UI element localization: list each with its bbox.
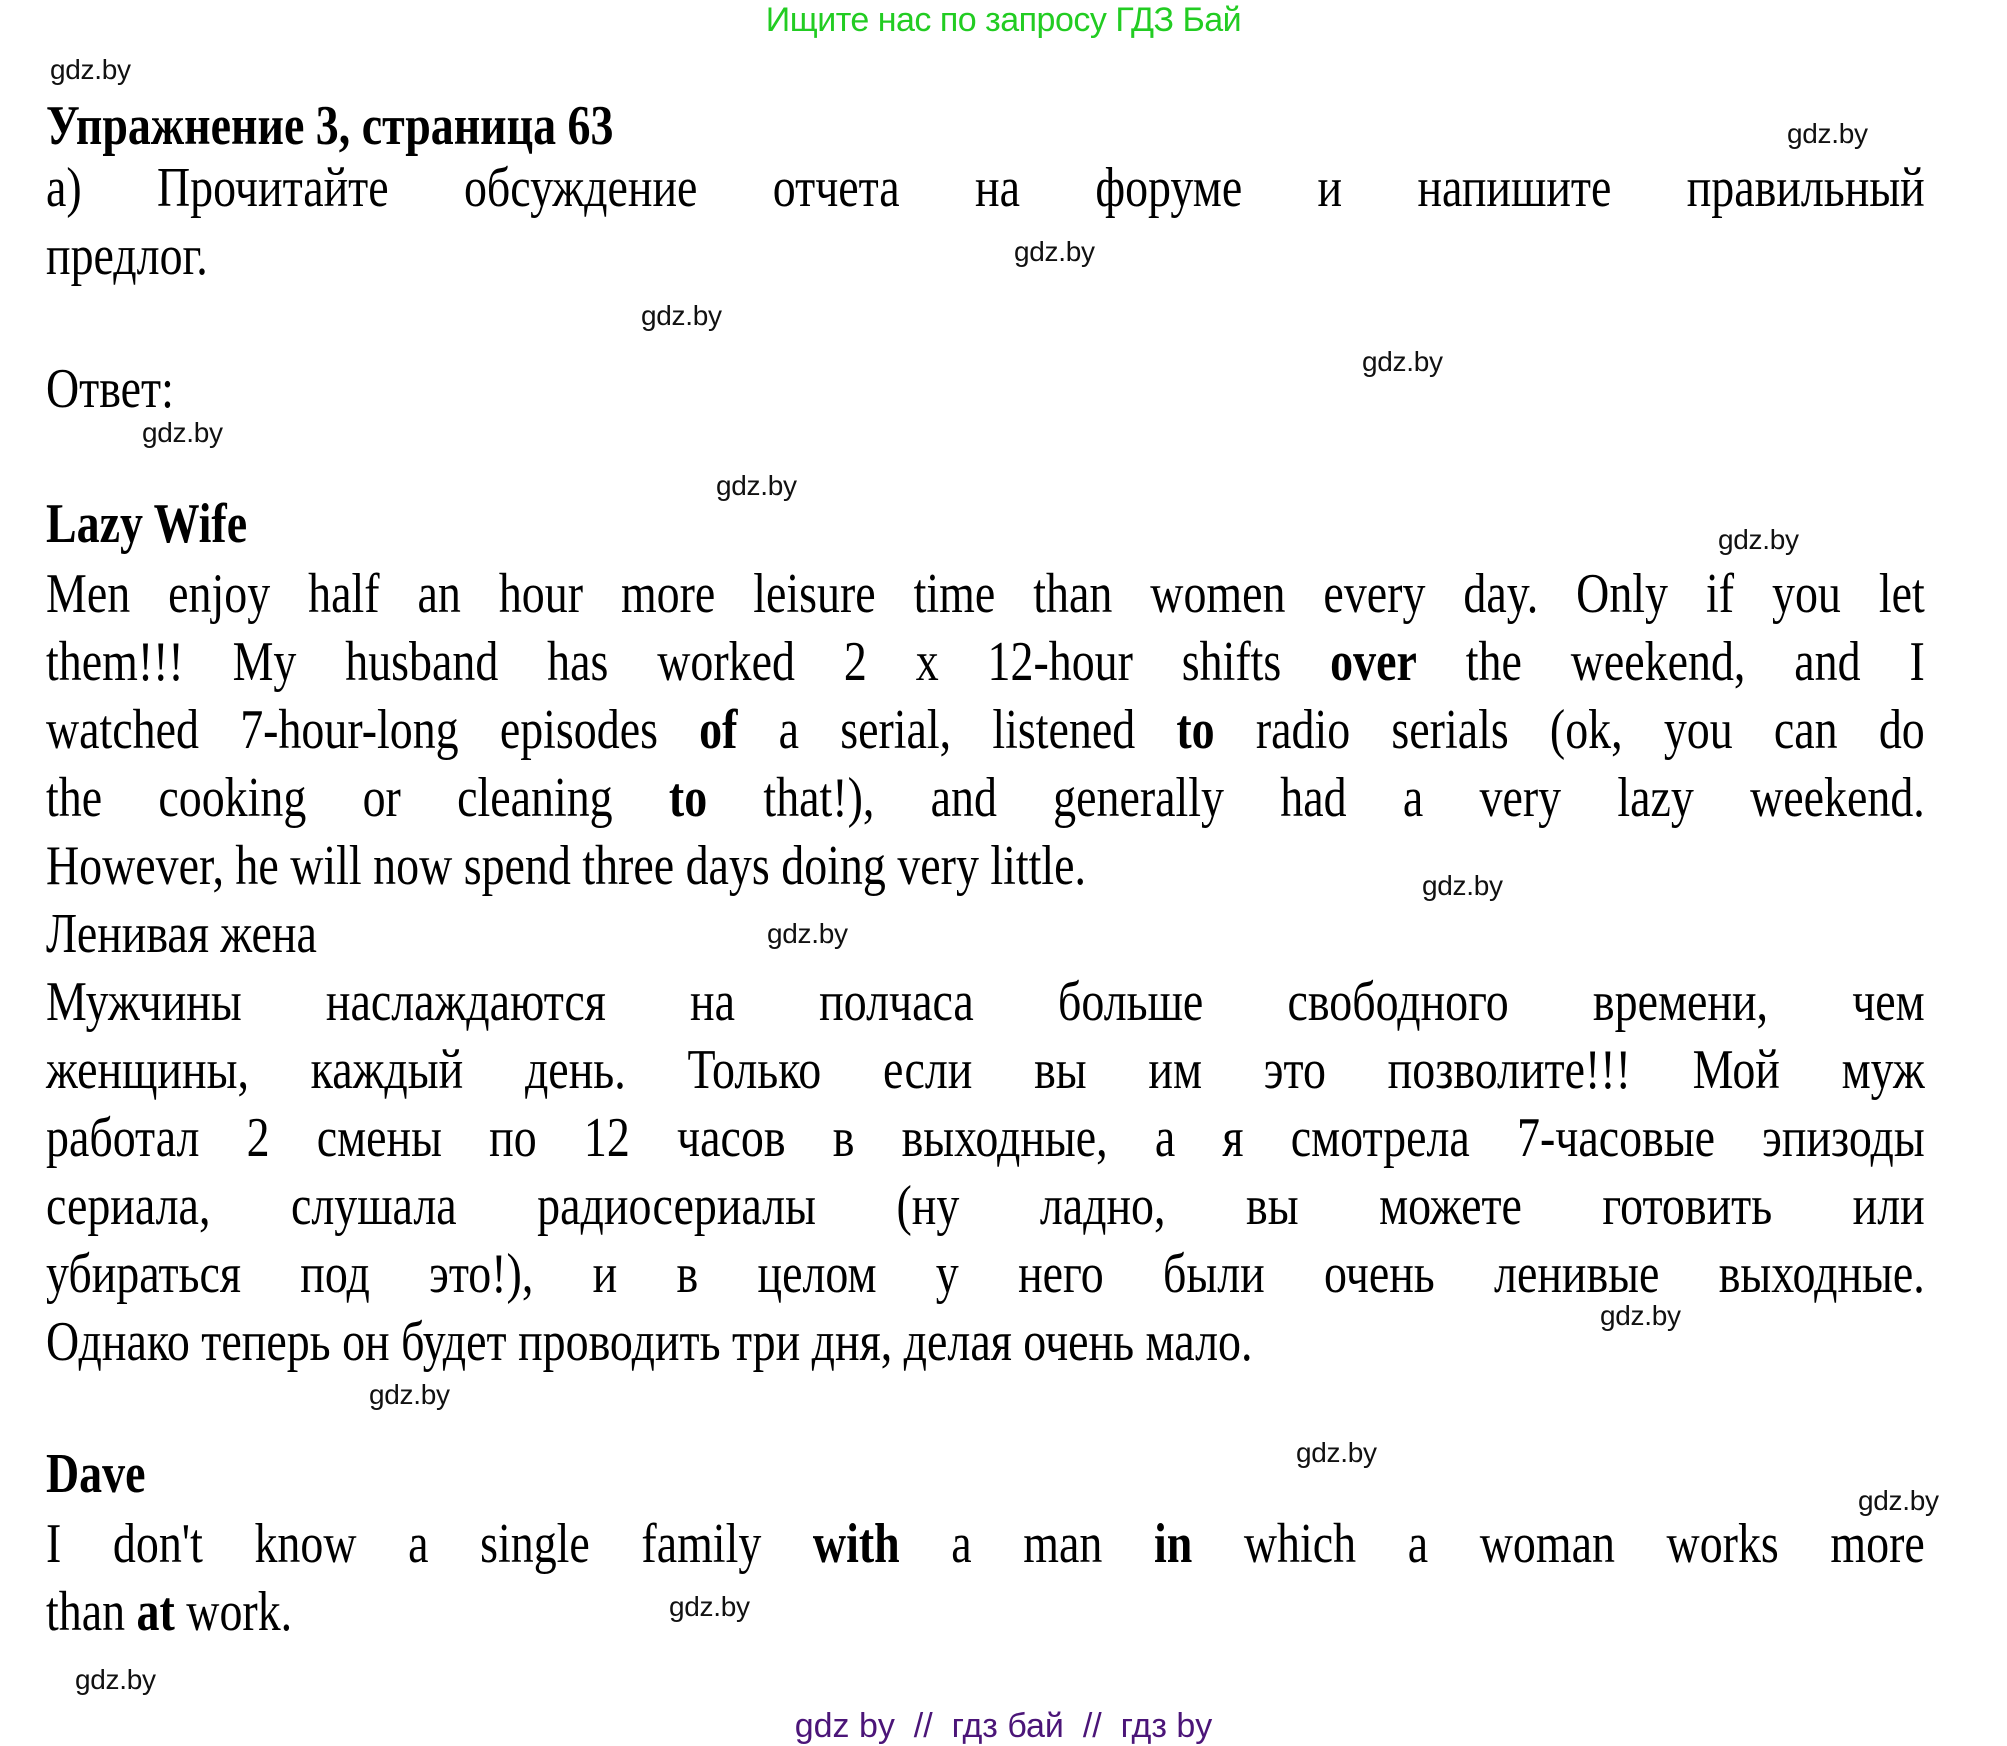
post-heading-lazy-wife: Lazy Wife [46,493,248,555]
post1-line-3: watched 7-hour-long episodes of a serial, listened to radio serials (ok, you can do [46,699,1925,761]
watermark-text: gdz.by [641,300,722,331]
post2-line-1: I don't know a single family with a man in which a woman works more [46,1513,1925,1575]
watermark-text: gdz.by [1718,524,1799,555]
watermark-text: gdz.by [1858,1485,1939,1516]
translation-line-3: работал 2 смены по 12 часов в выходные, а я смотрела 7-часовые эпизоды [46,1107,1925,1169]
translation-line-1: Мужчины наслаждаются на полчаса больше свободного времени, чем [46,971,1925,1033]
answer-to: to [1176,699,1215,761]
answer-in: in [1153,1513,1193,1575]
translation-line-6: Однако теперь он будет проводить три дня, делая очень мало. [46,1311,1253,1373]
translation-line-5: убираться под это!), и в целом у него были очень ленивые выходные. [46,1243,1925,1305]
search-hint-banner: Ищите нас по запросу ГДЗ Бай [765,1,1242,39]
translation-heading: Ленивая жена [46,903,317,965]
answer-with: with [812,1513,900,1575]
watermark-text: gdz.by [1014,236,1095,267]
watermark-text: gdz.by [369,1379,450,1410]
answer-at: at [136,1581,175,1643]
post1-line-5: However, he will now spend three days doing very little. [46,835,1087,897]
watermark-text: gdz.by [767,918,848,949]
watermark-text: gdz.by [1787,118,1868,149]
answer-of: of [699,699,738,761]
post1-line-1: Men enjoy half an hour more leisure time than women every day. Only if you let [46,563,1925,625]
post1-line-2: them!!! My husband has worked 2 x 12-hour shifts over the weekend, and I [46,631,1925,693]
answer-over: over [1330,631,1417,693]
answer-label: Ответ: [46,358,174,420]
watermark-text: gdz.by [50,54,131,85]
watermark-text: gdz.by [716,470,797,501]
watermark-text: gdz.by [1600,1300,1681,1331]
translation-line-4: сериала, слушала радиосериалы (ну ладно, вы можете готовить или [46,1175,1925,1237]
task-instruction-line-1: а) Прочитайте обсуждение отчета на форуме и напишите правильный [46,157,1925,219]
post1-line-4: the cooking or cleaning to that!), and generally had a very lazy weekend. [46,767,1925,829]
post2-line-2: than at work. [46,1581,293,1643]
watermark-text: gdz.by [1422,870,1503,901]
task-instruction-line-2: предлог. [46,225,208,287]
translation-line-2: женщины, каждый день. Только если вы им это позволите!!! Мой муж [46,1039,1925,1101]
watermark-text: gdz.by [1362,346,1443,377]
watermark-text: gdz.by [75,1664,156,1695]
watermark-text: gdz.by [142,417,223,448]
exercise-title-text: Упражнение 3, страница 63 [46,95,614,157]
watermark-text: gdz.by [669,1591,750,1622]
watermark-text: gdz.by [1296,1437,1377,1468]
post-heading-dave: Dave [46,1443,146,1505]
footer-banner: gdz by // гдз бай // гдз by [794,1707,1213,1745]
exercise-title [46,92,1924,160]
answer-to-2: to [668,767,708,829]
